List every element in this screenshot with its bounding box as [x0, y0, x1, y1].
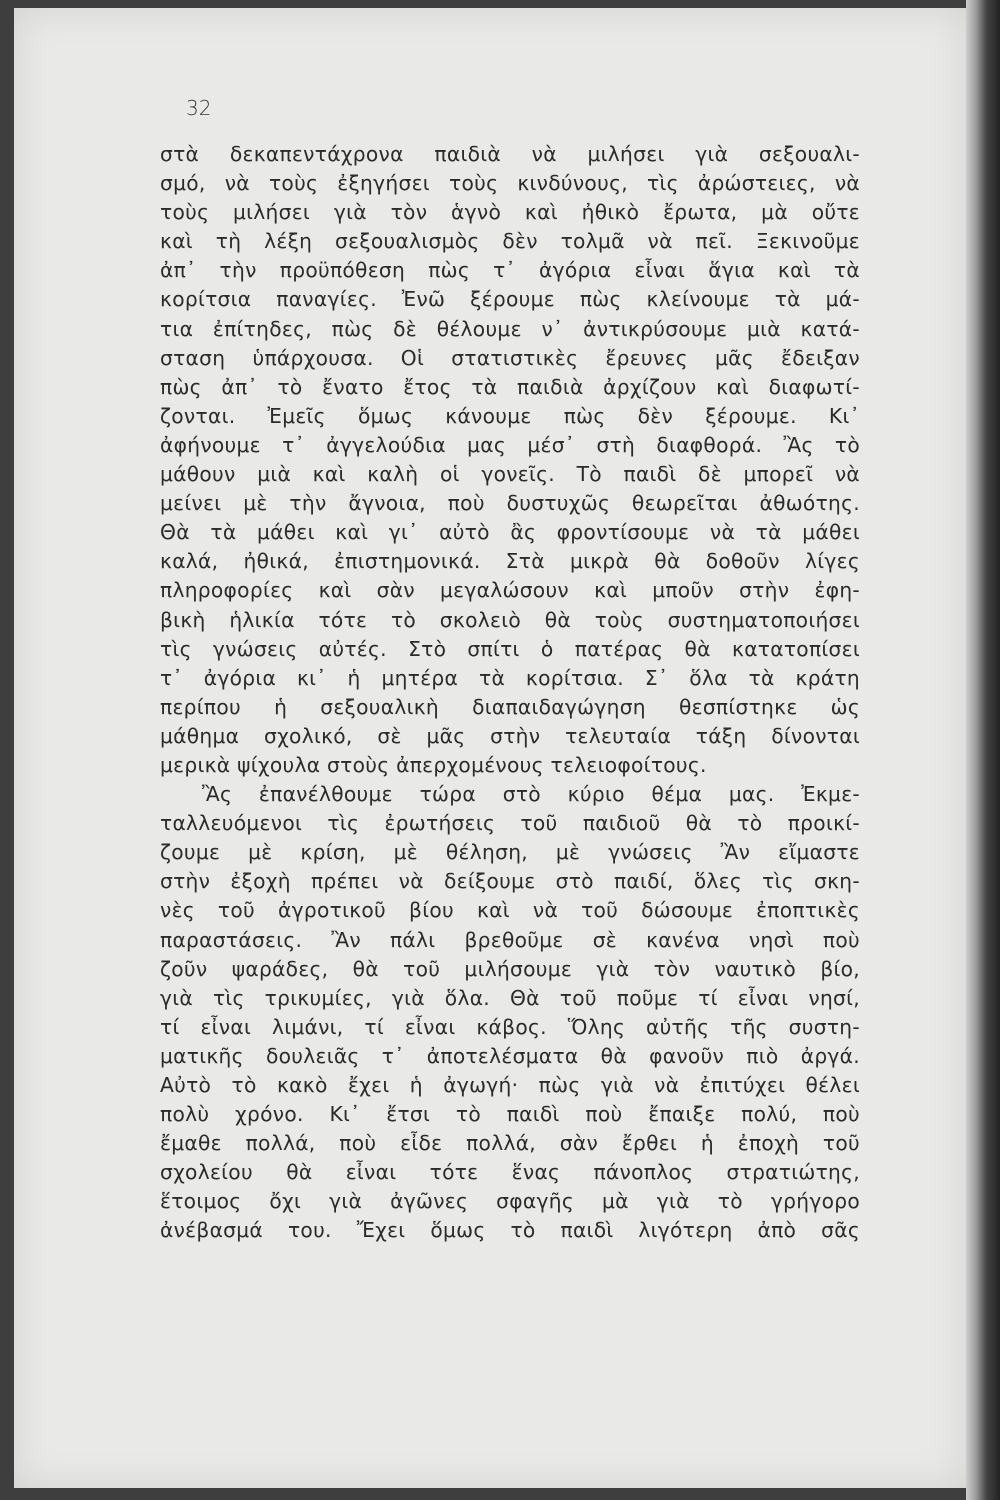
- text-line: περίπου ἡ σεξουαλικὴ διαπαιδαγώγηση θεσπίστηκε ὡς: [160, 694, 860, 719]
- text-line: Θὰ τὰ μάθει καὶ γι᾽ αὐτὸ ἂς φροντίσουμε νὰ τὰ μάθει: [160, 520, 860, 545]
- text-line: μερικὰ ψίχουλα στοὺς ἀπερχομένους τελειοφοίτους.: [160, 752, 707, 777]
- text-line: καὶ τὴ λέξη σεξουαλισμὸς δὲν τολμᾶ νὰ πεῖ. Ξεκινοῦμε: [160, 229, 860, 254]
- text-line: μείνει μὲ τὴν ἄγνοια, ποὺ δυστυχῶς θεωρεῖται ἀθωότης.: [160, 491, 860, 516]
- text-line: τὶς γνώσεις αὐτές. Στὸ σπίτι ὁ πατέρας θὰ κατατοπίσει: [160, 636, 860, 661]
- text-line: τια ἐπίτηδες, πὼς δὲ θέλουμε ν᾽ ἀντικρύσουμε μιὰ κατά-: [160, 316, 860, 341]
- text-line: ταλλευόμενοι τὶς ἐρωτήσεις τοῦ παιδιοῦ θὰ τὸ προικί-: [160, 811, 860, 836]
- text-line: ζοῦν ψαράδες, θὰ τοῦ μιλήσουμε γιὰ τὸν ναυτικὸ βίο,: [160, 956, 860, 981]
- text-line: μάθημα σχολικό, σὲ μᾶς στὴν τελευταία τάξη δίνονται: [160, 723, 860, 748]
- text-line: κορίτσια παναγίες. Ἐνῶ ξέρουμε πὼς κλείνουμε τὰ μά-: [160, 287, 860, 312]
- text-line: στὴν ἐξοχὴ πρέπει νὰ δείξουμε στὸ παιδί, ὅλες τὶς σκη-: [160, 869, 860, 894]
- text-line: ἕτοιμος ὄχι γιὰ ἀγῶνες σφαγῆς μὰ γιὰ τὸ γρήγορο: [160, 1189, 860, 1214]
- text-line: στὰ δεκαπεντάχρονα παιδιὰ νὰ μιλήσει γιὰ σεξουαλι-: [160, 142, 860, 166]
- text-line: ἀφήνουμε τ᾽ ἀγγελούδια μας μέσ᾽ στὴ διαφθορά. Ἂς τὸ: [160, 432, 860, 457]
- text-line: Ἂς ἐπανέλθουμε τώρα στὸ κύριο θέμα μας. Ἐκμε-: [202, 782, 860, 807]
- text-line: πὼς ἀπ᾽ τὸ ἔνατο ἔτος τὰ παιδιὰ ἀρχίζουν καὶ διαφωτί-: [160, 374, 860, 399]
- text-line: παραστάσεις. Ἂν πάλι βρεθοῦμε σὲ κανένα νησὶ ποὺ: [160, 927, 860, 952]
- text-line: πληροφορίες καὶ σὰν μεγαλώσουν καὶ μποῦν στὴν ἐφη-: [160, 578, 860, 603]
- text-line: ματικῆς δουλειᾶς τ᾽ ἀποτελέσματα θὰ φανοῦν πιὸ ἀργά.: [160, 1043, 860, 1068]
- text-line: ζουμε μὲ κρίση, μὲ θέληση, μὲ γνώσεις Ἂν εἴμαστε: [160, 840, 860, 865]
- text-line: τί εἶναι λιμάνι, τί εἶναι κάβος. Ὅλης αὐτῆς τῆς συστη-: [160, 1014, 860, 1039]
- text-line: τοὺς μιλήσει γιὰ τὸν ἁγνὸ καὶ ἠθικὸ ἔρωτα, μὰ οὔτε: [160, 200, 860, 225]
- text-line: σταση ὑπάρχουσα. Οἱ στατιστικὲς ἔρευνες μᾶς ἔδειξαν: [160, 345, 860, 370]
- text-line: σχολείου θὰ εἶναι τότε ἕνας πάνοπλος στρατιώτης,: [160, 1160, 860, 1185]
- page-edge-shadow: [966, 0, 1000, 1500]
- text-line: γιὰ τὶς τρικυμίες, γιὰ ὅλα. Θὰ τοῦ ποῦμε τί εἶναι νησί,: [160, 985, 860, 1010]
- text-line: πολὺ χρόνο. Κι᾽ ἔτσι τὸ παιδὶ ποὺ ἔπαιξε πολύ, ποὺ: [160, 1102, 860, 1127]
- page-number: 32: [186, 96, 212, 120]
- text-line: ἀνέβασμά του. Ἔχει ὅμως τὸ παιδὶ λιγότερη ἀπὸ σᾶς: [160, 1218, 860, 1243]
- text-line: ἀπ᾽ τὴν προϋπόθεση πὼς τ᾽ ἀγόρια εἶναι ἅγια καὶ τὰ: [160, 258, 860, 283]
- text-line: Αὐτὸ τὸ κακὸ ἔχει ἡ ἀγωγή· πὼς γιὰ νὰ ἐπιτύχει θέλει: [160, 1073, 860, 1097]
- text-line: τ᾽ ἀγόρια κι᾽ ἡ μητέρα τὰ κορίτσια. Σ᾽ ὅλα τὰ κράτη: [160, 665, 860, 690]
- text-line: μάθουν μιὰ καὶ καλὴ οἱ γονεῖς. Τὸ παιδὶ δὲ μπορεῖ νὰ: [160, 462, 860, 487]
- text-line: καλά, ἠθικά, ἐπιστημονικά. Στὰ μικρὰ θὰ δοθοῦν λίγες: [160, 549, 860, 574]
- body-text: [160, 140, 860, 1246]
- text-line: ἔμαθε πολλά, ποὺ εἶδε πολλά, σὰν ἔρθει ἡ ἐποχὴ τοῦ: [160, 1131, 860, 1156]
- text-line: βικὴ ἡλικία τότε τὸ σκολειὸ θὰ τοὺς συστηματοποιήσει: [160, 607, 860, 632]
- text-line: ζονται. Ἐμεῖς ὅμως κάνουμε πὼς δὲν ξέρουμε. Κι᾽: [160, 403, 860, 428]
- text-line: σμό, νὰ τοὺς ἐξηγήσει τοὺς κινδύνους, τὶς ἀρώστειες, νὰ: [160, 171, 860, 196]
- text-line: νὲς τοῦ ἀγροτικοῦ βίου καὶ νὰ τοῦ δώσουμε ἐποπτικὲς: [160, 898, 860, 923]
